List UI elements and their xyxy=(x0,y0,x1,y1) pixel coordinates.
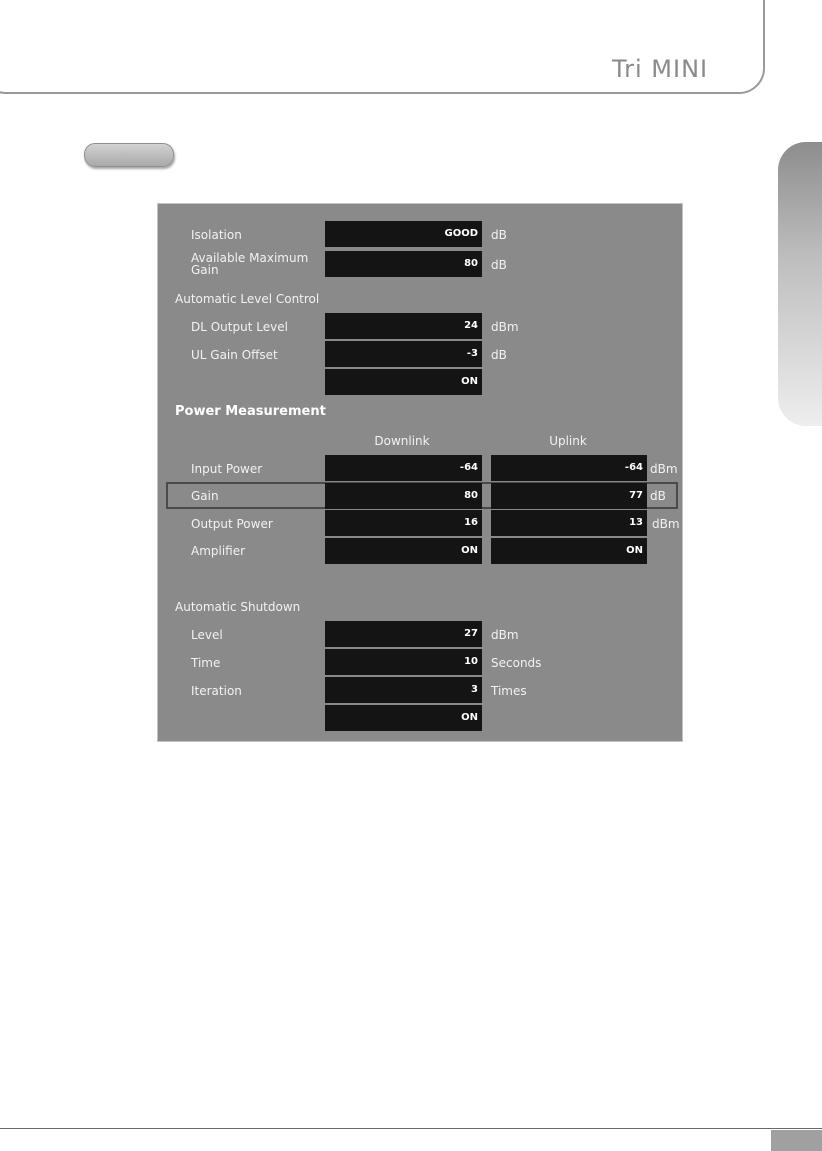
shutdown-time-label: Time xyxy=(191,656,221,670)
input-power-downlink: -64 xyxy=(325,455,482,481)
output-power-label: Output Power xyxy=(191,517,273,531)
shutdown-toggle[interactable]: ON xyxy=(325,705,482,731)
output-power-downlink: 16 xyxy=(325,510,482,536)
alc-toggle[interactable]: ON xyxy=(325,369,482,395)
page-number-box xyxy=(771,1130,822,1151)
amplifier-downlink-toggle[interactable]: ON xyxy=(325,538,482,564)
input-power-label: Input Power xyxy=(191,462,263,476)
shutdown-level-value[interactable]: 27 xyxy=(325,621,482,647)
amplifier-uplink-toggle[interactable]: ON xyxy=(491,538,647,564)
shutdown-iteration-value[interactable]: 3 xyxy=(325,677,482,703)
isolation-unit: dB xyxy=(491,228,507,242)
power-measurement-title: Power Measurement xyxy=(175,404,326,419)
amplifier-label: Amplifier xyxy=(191,544,246,558)
uplink-column-header: Uplink xyxy=(549,434,587,448)
side-chapter-tab xyxy=(778,142,822,426)
output-power-uplink: 13 xyxy=(491,510,647,536)
shutdown-level-unit: dBm xyxy=(491,628,519,642)
footer-rule xyxy=(0,1128,822,1129)
shutdown-iteration-unit: Times xyxy=(491,684,527,698)
isolation-value: GOOD xyxy=(325,221,482,247)
ul-gain-offset-value[interactable]: -3 xyxy=(325,341,482,367)
brand-logo: Tri MINI xyxy=(612,55,709,83)
gain-downlink: 80 xyxy=(325,483,482,509)
dl-output-level-value[interactable]: 24 xyxy=(325,313,482,339)
available-max-gain-value: 80 xyxy=(325,251,482,277)
section-pill-tab xyxy=(84,143,174,167)
downlink-column-header: Downlink xyxy=(374,434,430,448)
output-power-unit: dBm xyxy=(652,517,680,531)
shutdown-iteration-label: Iteration xyxy=(191,684,242,698)
gain-label: Gain xyxy=(191,489,219,503)
shutdown-time-unit: Seconds xyxy=(491,656,542,670)
available-max-gain-label: Available Maximum Gain xyxy=(191,251,309,277)
available-max-gain-unit: dB xyxy=(491,258,507,272)
isolation-label: Isolation xyxy=(191,228,242,242)
shutdown-time-value[interactable]: 10 xyxy=(325,649,482,675)
ul-gain-offset-label: UL Gain Offset xyxy=(191,348,278,362)
ul-gain-offset-unit: dB xyxy=(491,348,507,362)
dl-output-level-label: DL Output Level xyxy=(191,320,288,334)
shutdown-section-title: Automatic Shutdown xyxy=(175,600,301,614)
input-power-unit: dBm xyxy=(650,462,678,476)
shutdown-level-label: Level xyxy=(191,628,223,642)
gain-uplink: 77 xyxy=(491,483,647,509)
alc-section-title: Automatic Level Control xyxy=(175,292,320,306)
gain-unit: dB xyxy=(650,489,666,503)
dl-output-level-unit: dBm xyxy=(491,320,519,334)
input-power-uplink: -64 xyxy=(491,455,647,481)
settings-panel xyxy=(157,203,683,742)
